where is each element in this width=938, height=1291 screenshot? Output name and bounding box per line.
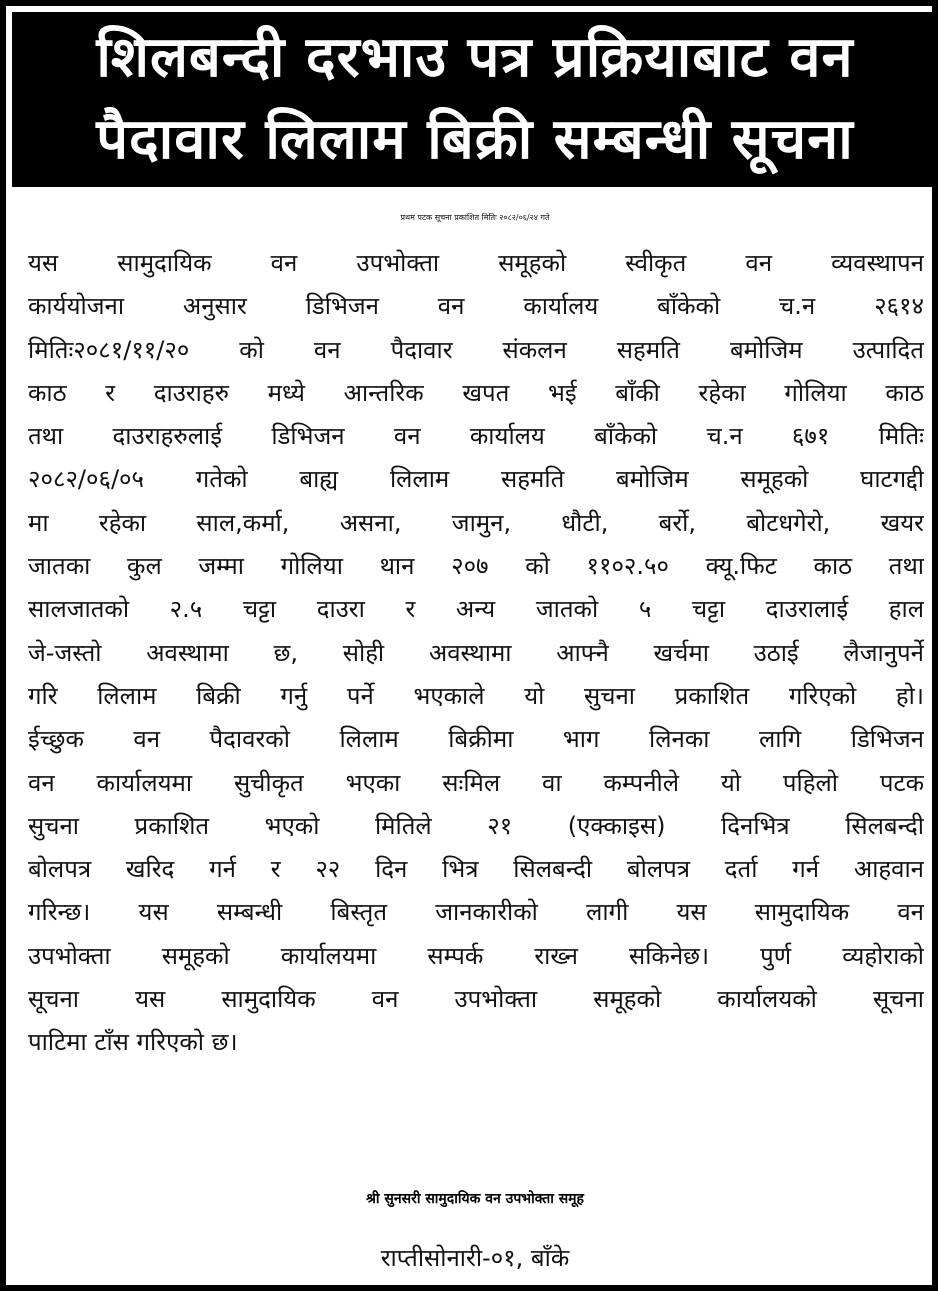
notice-body	[28, 242, 924, 1065]
organization-address: राप्तीसोनारी-०१, बाँके	[380, 1244, 570, 1272]
body-line: २०८२/०६/०५ गतेको बाह्य लिलाम सहमति बमोजिम समूहको घाटगद्दी	[28, 465, 924, 494]
body-line: कार्ययोजना अनुसार डिभिजन वन कार्यालय बाँकेको च.न २६१४	[28, 292, 924, 321]
organization-name: श्री सुनसरी सामुदायिक वन उपभोक्ता समूह	[365, 1191, 584, 1207]
body-line: काठ र दाउराहरु मध्ये आन्तरिक खपत भई बाँकी रहेका गोलिया काठ	[28, 378, 924, 407]
body-line: जे-जस्तो अवस्थामा छ, सोही अवस्थामा आफ्नै खर्चमा उठाई लैजानुपर्ने	[28, 638, 924, 667]
body-line: वन कार्यालयमा सुचीकृत भएका सःमिल वा कम्पनीले यो पहिलो पटक	[28, 768, 924, 797]
publication-date-line: प्रथम पटक सूचना प्रकाशित मितिः २०८२/०६/२४ गते	[400, 213, 550, 222]
notice-title-line-2: पैदावार लिलाम बिक्री सम्बन्धी सूचना	[96, 107, 854, 172]
notice-title-banner	[12, 12, 938, 187]
body-line: गरि लिलाम बिक्री गर्नु पर्ने भएकाले यो सुचना प्रकाशित गरिएको हो।	[28, 681, 924, 710]
notice-title-line-1: शिलबन्दी दरभाउ पत्र प्रक्रियाबाट वन	[96, 25, 854, 90]
body-line: मितिः२०८१/११/२० को वन पैदावार संकलन सहमति बमोजिम उत्पादित	[28, 335, 924, 364]
body-line: सूचना यस सामुदायिक वन उपभोक्ता समूहको कार्यालयको सूचना	[28, 985, 924, 1014]
body-line: उपभोक्ता समूहको कार्यालयमा सम्पर्क राख्न सकिनेछ। पुर्ण व्यहोराको	[28, 941, 924, 970]
body-line: जातका कुल जम्मा गोलिया थान २०७ को ११०२.५० क्यू.फिट काठ तथा	[28, 552, 924, 581]
body-line: ईच्छुक वन पैदावरको लिलाम बिक्रीमा भाग लिनका लागि डिभिजन	[28, 725, 924, 754]
body-line: सुचना प्रकाशित भएको मितिले २१ (एक्काइस) दिनभित्र सिलबन्दी	[28, 811, 924, 840]
body-line: मा रहेका साल,कर्मा, असना, जामुन, धौटी, बर्रो, बोटधगेरो, खयर	[28, 508, 924, 537]
body-line: पाटिमा टाँस गरिएको छ।	[28, 1028, 238, 1057]
body-line: गरिन्छ। यस सम्बन्धी बिस्तृत जानकारीको लागी यस सामुदायिक वन	[28, 898, 924, 927]
body-line: यस सामुदायिक वन उपभोक्ता समूहको स्वीकृत वन व्यवस्थापन	[28, 249, 924, 277]
body-line: बोलपत्र खरिद गर्न र २२ दिन भित्र सिलबन्दी बोलपत्र दर्ता गर्न आहवान	[28, 855, 924, 884]
body-line: तथा दाउराहरुलाई डिभिजन वन कार्यालय बाँकेको च.न ६७१ मितिः	[28, 422, 924, 451]
body-line: सालजातको २.५ चट्टा दाउरा र अन्य जातको ५ चट्टा दाउरालाई हाल	[28, 595, 924, 624]
